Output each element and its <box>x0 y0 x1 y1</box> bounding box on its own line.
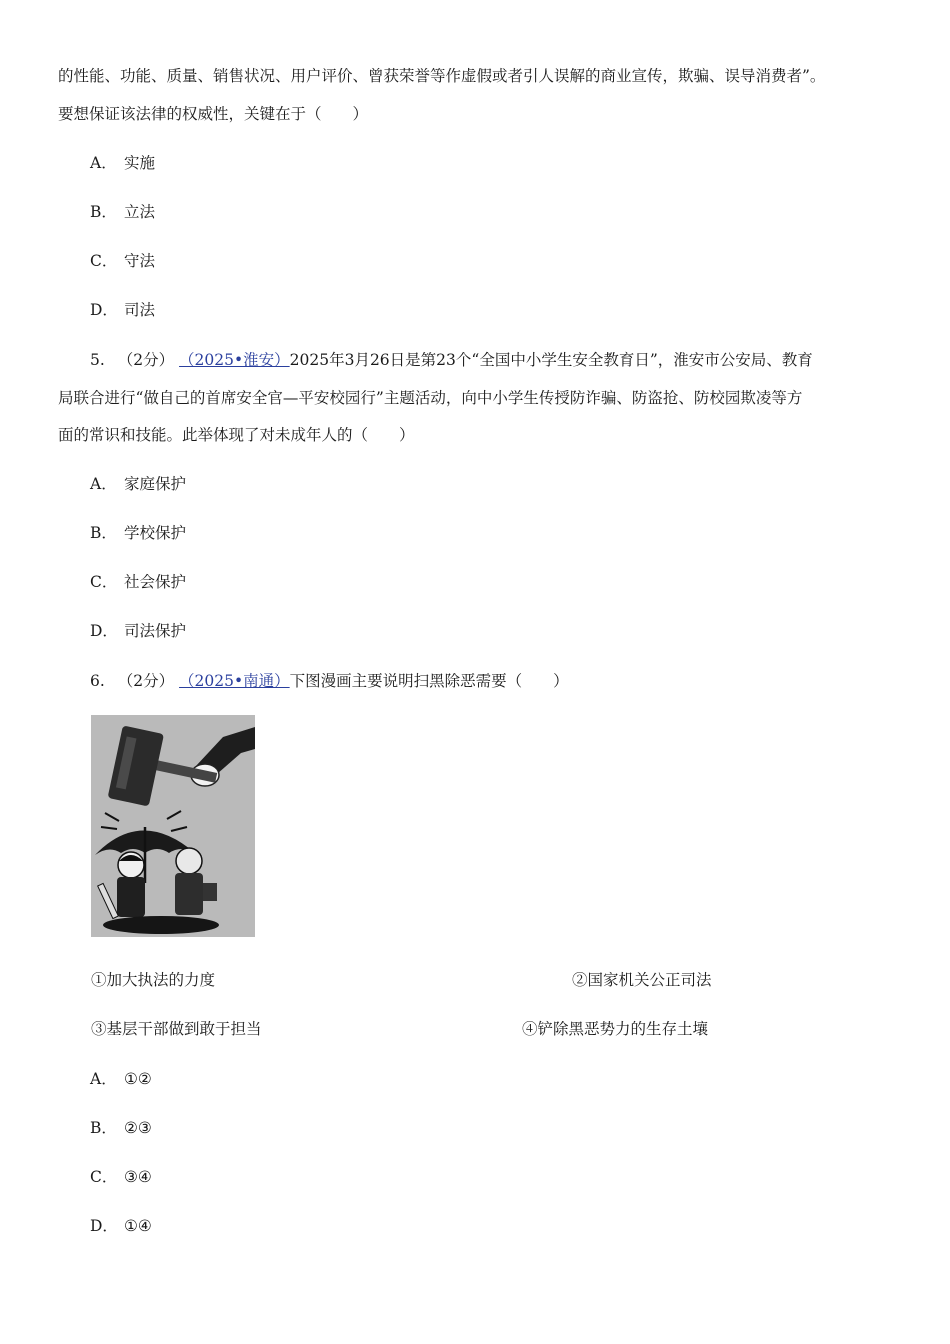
option-text: 实施 <box>124 154 156 172</box>
question-score: （2分） <box>117 672 175 690</box>
option-text: ①② <box>124 1070 152 1088</box>
q5-stem-line2: 局联合进行“做自己的首席安全官—平安校园行”主题活动，向中小学生传授防诈骗、防盗抢、防校园欺凌等方 <box>58 389 803 407</box>
q6-option-c[interactable] <box>90 1165 152 1187</box>
option-text: ②③ <box>124 1119 152 1137</box>
statement-4: ④铲除黑恶势力的生存土壤 <box>522 1020 709 1038</box>
option-label: A． <box>90 475 117 493</box>
q6-stem-line1 <box>90 669 569 691</box>
cartoon-image <box>91 715 255 937</box>
option-text: 社会保护 <box>124 573 187 591</box>
q5-option-b[interactable] <box>90 521 186 543</box>
q6-option-a[interactable] <box>90 1067 152 1089</box>
q5-stem-line3: 面的常识和技能。此举体现了对未成年人的（ ） <box>58 426 415 444</box>
statement-3: ③基层干部做到敢于担当 <box>91 1020 262 1038</box>
q5-stem-line1 <box>90 348 813 370</box>
option-text: ①④ <box>124 1217 152 1235</box>
question-source-link[interactable]: （2025•淮安） <box>179 351 290 369</box>
option-label: D． <box>90 1217 118 1235</box>
option-label: C． <box>90 573 118 591</box>
question-number: 6. <box>90 672 105 690</box>
option-label: C． <box>90 252 118 270</box>
option-text: 守法 <box>124 252 156 270</box>
option-text: 家庭保护 <box>124 475 187 493</box>
q6-option-d[interactable] <box>90 1214 152 1236</box>
q6-option-b[interactable] <box>90 1116 152 1138</box>
question-source-link[interactable]: （2025•南通） <box>179 672 290 690</box>
option-text: 司法保护 <box>124 622 187 640</box>
statement-1: ①加大执法的力度 <box>91 971 216 989</box>
option-label: B． <box>90 1119 117 1137</box>
option-label: A． <box>90 154 117 172</box>
q6-stem-text: 下图漫画主要说明扫黑除恶需要（ ） <box>289 672 569 690</box>
q4-stem-line1: 的性能、功能、质量、销售状况、用户评价、曾获荣誉等作虚假或者引人误解的商业宣传，欺骗、误导消费者”。 <box>58 67 826 85</box>
option-label: D． <box>90 622 118 640</box>
option-label: A． <box>90 1070 117 1088</box>
question-number: 5. <box>90 351 105 369</box>
option-label: B． <box>90 524 117 542</box>
statement-2: ②国家机关公正司法 <box>572 971 712 989</box>
q4-option-a[interactable] <box>90 151 155 173</box>
question-score: （2分） <box>117 351 175 369</box>
option-label: B． <box>90 203 117 221</box>
option-text: 司法 <box>124 301 156 319</box>
q4-option-d[interactable] <box>90 298 155 320</box>
q4-stem-line2: 要想保证该法律的权威性，关键在于（ ） <box>58 105 369 123</box>
q5-option-a[interactable] <box>90 472 186 494</box>
option-label: D． <box>90 301 118 319</box>
q4-option-c[interactable] <box>90 249 155 271</box>
option-text: 立法 <box>124 203 156 221</box>
option-text: 学校保护 <box>124 524 187 542</box>
option-text: ③④ <box>124 1168 152 1186</box>
cartoon-illustration <box>91 715 255 937</box>
q5-option-d[interactable] <box>90 619 186 641</box>
q5-stem-text: 2025年3月26日是第23个“全国中小学生安全教育日”，淮安市公安局、教育 <box>289 351 813 369</box>
q5-option-c[interactable] <box>90 570 186 592</box>
q4-option-b[interactable] <box>90 200 155 222</box>
option-label: C． <box>90 1168 118 1186</box>
